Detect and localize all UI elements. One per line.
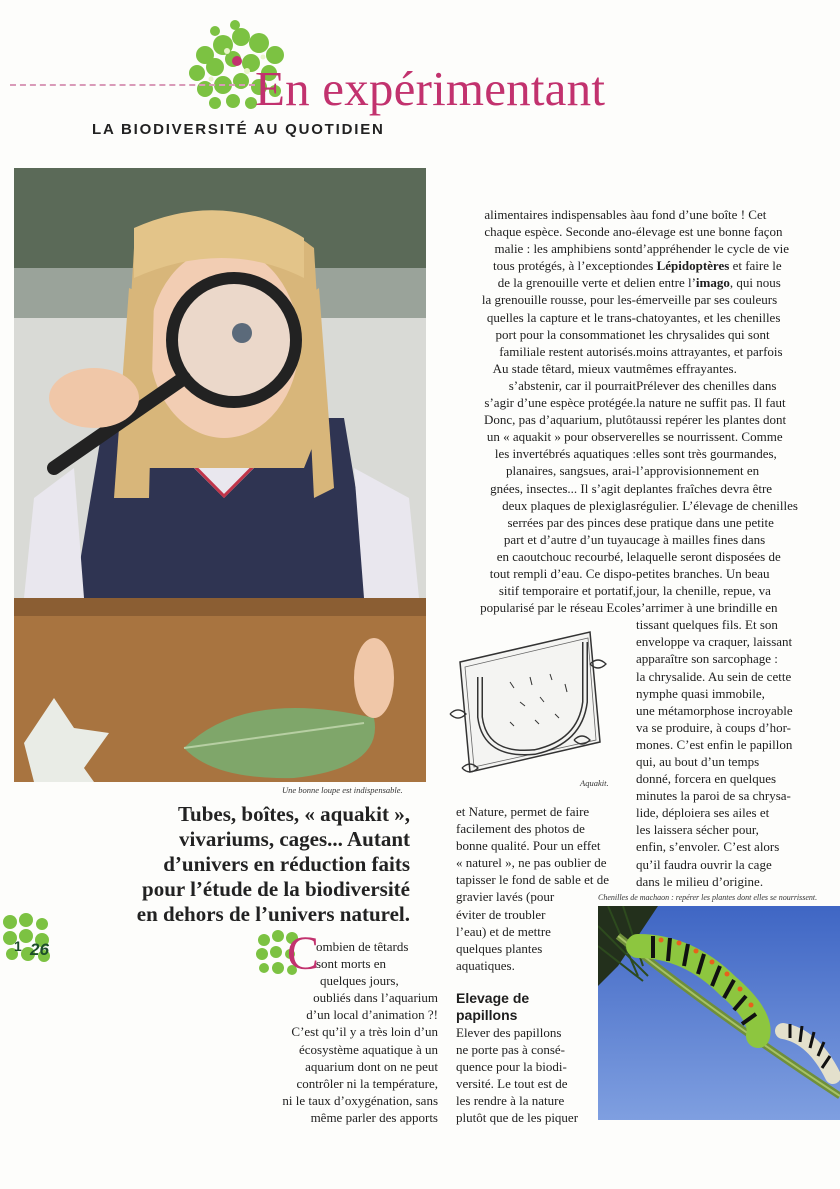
col3-line: qui, au bout d’un temps [636, 754, 760, 769]
col3-line: la chrysalide. Au sein de cette [636, 668, 792, 684]
col3-line: d’appréhender le cycle de vie [636, 241, 790, 257]
col3-line: régulier. L’élevage de chenilles [636, 497, 798, 513]
col3-line: émerveille par ses couleurs [636, 292, 778, 308]
col3-line: enveloppe va craquer, laissant [636, 634, 793, 650]
intro-dropcap: C [287, 927, 320, 980]
col2-line: facilement des photos de [456, 821, 585, 837]
girl-magnifier-photo [14, 168, 426, 782]
col2-line: port pour la consommation [495, 326, 636, 342]
col2-line: quelques plantes [456, 940, 543, 956]
col3-line: plantes fraîches devra être [636, 480, 773, 496]
intro-line: sont morts en [316, 956, 387, 972]
intro-line: ni le taux d’oxygénation, sans [282, 1092, 438, 1108]
col3-line: la nature ne suffit pas. Il faut [636, 395, 786, 411]
page-title: En expérimentant [255, 61, 606, 116]
col2-line: Au stade têtard, mieux vaut [492, 360, 636, 376]
col2-line: familiale restent autorisés. [499, 343, 636, 359]
col3-line: cage à mailles fines dans [636, 531, 766, 547]
section-line: versité. Le tout est de [456, 1076, 568, 1092]
col2-line: tapisser le fond de sable et de [456, 872, 610, 888]
butterfly-section [456, 990, 596, 1127]
text-fragment: lien entre l’ [636, 275, 696, 291]
col3-line: elles sont très gourmandes, [636, 446, 777, 462]
col2-line: alimentaires indispensables à [484, 207, 636, 222]
col3-line: les laissera sécher pour, [636, 822, 759, 838]
col2-line: gnées, insectes... Il s’agit de [490, 480, 636, 496]
col3-line [636, 274, 831, 291]
col3-line: tissant quelques fils. Et son [636, 617, 778, 633]
col3-line: lide, déploiera ses ailes et [636, 805, 770, 821]
col3-line: mones. C’est enfin le papillon [636, 736, 793, 752]
col2-line: quelles la capture et le trans- [486, 309, 636, 325]
col3-line: Prélever des chenilles dans [636, 377, 777, 393]
col2-line: et Nature, permet de faire [456, 804, 590, 819]
col2-line: bonne qualité. Pour un effet [456, 838, 601, 854]
section-line: quence pour la biodi- [456, 1059, 567, 1075]
col2-line: popularisé par le réseau Ecole [480, 600, 636, 616]
col3-line: qu’il faudra ouvrir la cage [636, 856, 772, 872]
col2-line: Donc, pas d’aquarium, plutôt [484, 412, 636, 428]
col3-line: chatoyantes, et les chenilles [636, 309, 781, 325]
col3-line: nymphe quasi immobile, [636, 685, 765, 701]
section-line: les rendre à la nature [456, 1093, 565, 1109]
intro-line: quelques jours, [320, 973, 399, 989]
col2-line: sitif temporaire et portatif, [498, 583, 636, 599]
caterpillar-caption: Chenilles de machaon : repérer les plantes dont elles se nourrissent. [598, 893, 818, 902]
col3-line: dans le milieu d’origine. [636, 873, 764, 889]
col3-line: minutes la paroi de sa chrysa- [636, 788, 791, 804]
page-marker: 1 [14, 938, 22, 954]
col3-line: élevage est une bonne façon [636, 224, 783, 240]
intro-line: aquarium dont on ne peut [305, 1058, 438, 1074]
col3-line: l’approvisionnement en [636, 463, 760, 479]
main-photo-caption: Une bonne loupe est indispensable. [282, 785, 403, 795]
col3-line: mêmes effrayantes. [636, 360, 737, 376]
col2-line: l’eau) et de mettre [456, 923, 551, 939]
lead-paragraph: Tubes, boîtes, « aquakit », vivariums, cages... Autant d’univers en réduction faits pour l’étude de la biodiversité en dehors de l’univers naturel. [136, 802, 410, 926]
intro-line: écosystème aquatique à un [299, 1041, 438, 1057]
col2-line: un « aquakit » pour observer [486, 429, 636, 445]
col3-line: enfin, s’envoler. C’est alors [636, 839, 780, 855]
col2-line: de la grenouille verte et de [497, 275, 636, 291]
section-line: ne porte pas à consé- [456, 1042, 566, 1058]
col3-line: s’arrimer à une brindille en [636, 600, 778, 616]
col3-line: elles se nourrissent. Comme [636, 429, 783, 445]
page-number: 26 [30, 940, 49, 959]
col2-line: tous protégés, à l’exception [493, 258, 636, 274]
intro-line: d’un local d’animation ?! [306, 1007, 438, 1023]
col3-line: moins attrayantes, et parfois [636, 343, 783, 359]
col3-line: une métamorphose incroyable [636, 702, 793, 718]
col2-top [436, 206, 636, 616]
col3-line [636, 257, 831, 274]
col3 [636, 206, 831, 890]
term-imago: imago [695, 275, 730, 291]
section-line: plutôt que de les piquer [456, 1110, 579, 1126]
intro-line: contrôler ni la température, [296, 1075, 438, 1091]
aquakit-illustration [440, 622, 620, 782]
col2-line: malie : les amphibiens sont [494, 241, 636, 257]
aquakit-caption: Aquakit. [580, 778, 609, 788]
col2-line: deux plaques de plexiglas [502, 497, 636, 513]
col2-line: tout rempli d’eau. Ce dispo- [489, 565, 636, 581]
intro-line: même parler des apports [310, 1109, 438, 1125]
section-line: Elever des papillons [456, 1025, 562, 1040]
col2-line: s’agir d’une espèce protégée. [484, 395, 636, 411]
col2-line: planaires, sangsues, arai- [506, 463, 636, 479]
col2-line: s’abstenir, car il pourrait [508, 377, 636, 393]
header-dashed-line [10, 84, 255, 86]
col2-line: chaque espèce. Seconde ano- [484, 224, 636, 240]
col3-line: apparaître son sarcophage : [636, 651, 778, 667]
col3-line: va se produire, à coups d’hor- [636, 719, 791, 735]
intro-column [258, 938, 438, 1126]
col2-line: éviter de troubler [456, 906, 546, 922]
col2-line: aquatiques. [456, 957, 515, 973]
col3-line: au fond d’une boîte ! Cet [636, 207, 767, 222]
col3-line: et les chrysalides qui sont [636, 326, 770, 342]
term-lepidopteres: Lépidoptères [656, 258, 730, 274]
text-fragment: des [636, 258, 657, 274]
col2-line: « naturel », ne pas oublier de [456, 855, 607, 871]
col3-line: aussi repérer les plantes dont [636, 412, 787, 428]
col2-line: en caoutchouc recourbé, le [496, 548, 636, 564]
text-fragment: et faire le [729, 258, 782, 274]
col2-line: gravier lavés (pour [456, 889, 555, 905]
caterpillar-photo [598, 906, 840, 1120]
col2-line: part et d’autre d’un tuyau [503, 531, 636, 547]
text-fragment: , qui nous [729, 275, 781, 291]
section-subtitle: LA BIODIVERSITÉ AU QUOTIDIEN [92, 121, 385, 138]
col3-line: laquelle seront disposées de [636, 548, 781, 564]
intro-line: ombien de têtards [316, 939, 409, 954]
col3-line: jour, la chenille, repue, va [636, 583, 771, 599]
intro-line: C’est qu’il y a très loin d’un [291, 1024, 438, 1040]
section-heading-line: Elevage de [456, 990, 530, 1006]
col2-line: serrées par des pinces de [507, 514, 636, 530]
section-heading-line: papillons [456, 1007, 518, 1023]
intro-line: oubliés dans l’aquarium [313, 990, 438, 1006]
col2-line: les invertébrés aquatiques : [494, 446, 636, 462]
col3-line: donné, forcera en quelques [636, 771, 777, 787]
col3-line: se pratique dans une petite [636, 514, 774, 530]
col2-line: la grenouille rousse, pour les- [481, 292, 636, 308]
col3-line: petites branches. Un beau [636, 565, 770, 581]
